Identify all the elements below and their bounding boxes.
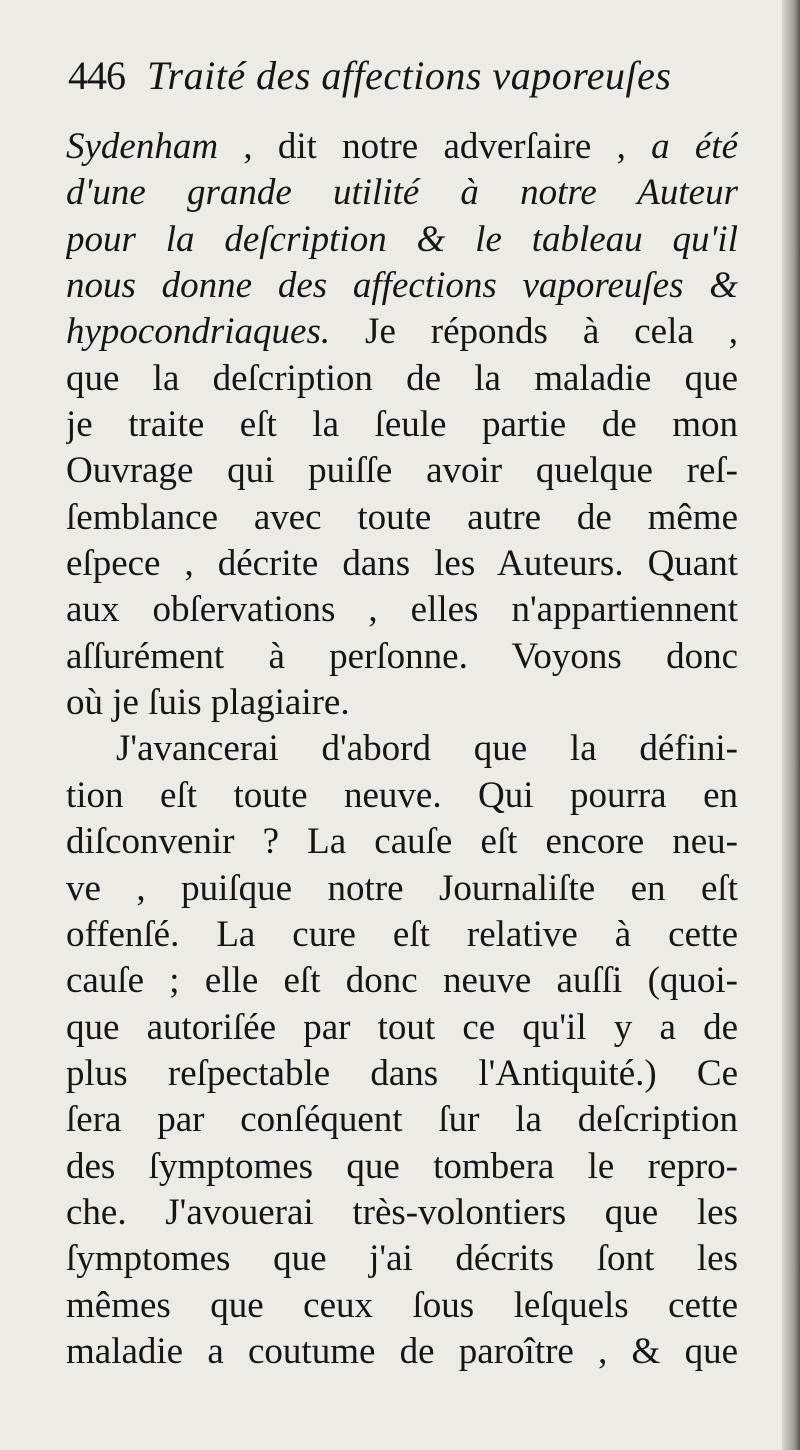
text-line: eſpece , décrite dans les Auteurs. Quant: [66, 543, 738, 585]
text-line: Sydenham , dit notre adverſaire , a été: [66, 126, 738, 167]
text-line: pour la deſcription & le tableau qu'il: [66, 218, 738, 260]
text-line: d'une grande utilité à notre Auteur: [66, 172, 738, 214]
text-line: ſemblance avec toute autre de même: [66, 496, 738, 538]
text-line: que autoriſée par tout ce qu'il y a de: [66, 1006, 738, 1048]
text-line: che. J'avouerai très-volontiers que les: [66, 1191, 738, 1233]
text-line: ſymptomes que j'ai décrits ſont les: [66, 1238, 738, 1280]
text-line: des ſymptomes que tombera le repro-: [66, 1145, 738, 1187]
text-body: [66, 124, 738, 1375]
text-line: mêmes que ceux ſous leſquels cette: [66, 1284, 738, 1326]
text-line: diſconvenir ? La cauſe eſt encore neu-: [66, 821, 738, 863]
page-header: [68, 52, 748, 112]
text-line: hypocondriaques. Je réponds à cela ,: [66, 311, 738, 353]
text-line: offenſé. La cure eſt relative à cette: [66, 913, 738, 955]
text-line: cauſe ; elle eſt donc neuve auſſi (quoi-: [66, 960, 738, 1002]
text-line: aux obſervations , elles n'appartiennent: [66, 589, 738, 631]
text-line: aſſurément à perſonne. Voyons donc: [66, 635, 738, 677]
page-number: 446: [68, 53, 125, 98]
text-line: plus reſpectable dans l'Antiquité.) Ce: [66, 1052, 738, 1094]
text-line: ve , puiſque notre Journaliſte en eſt: [66, 867, 738, 909]
page-edge-shadow: [782, 0, 800, 1450]
text-line: où je ſuis plagiaire.: [66, 682, 350, 724]
text-line: que la deſcription de la maladie que: [66, 357, 738, 399]
text-line: tion eſt toute neuve. Qui pourra en: [66, 774, 738, 816]
text-line: Ouvrage qui puiſſe avoir quelque reſ-: [66, 450, 738, 492]
text-line: nous donne des affections vaporeuſes &: [66, 265, 738, 307]
text-line: ſera par conſéquent ſur la deſcription: [66, 1099, 738, 1141]
text-line: maladie a coutume de paroître , & que: [66, 1330, 738, 1372]
running-title: Traité des affections vaporeuſes: [147, 53, 672, 98]
text-line: J'avancerai d'abord que la défini-: [116, 728, 738, 770]
text-line: je traite eſt la ſeule partie de mon: [66, 404, 738, 446]
